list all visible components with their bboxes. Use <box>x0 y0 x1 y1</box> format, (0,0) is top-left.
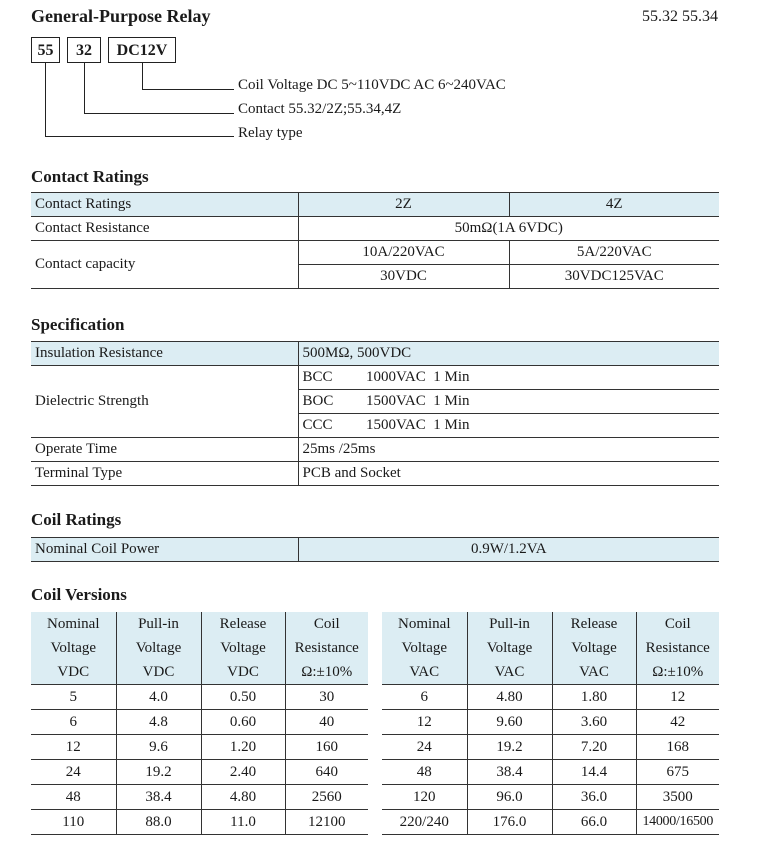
ac-release-cell: 36.0 <box>552 785 636 810</box>
dc-release-cell: 0.60 <box>201 710 285 735</box>
dielectric-value-boc: 1500VAC 1 Min <box>362 390 719 414</box>
section-title-contact-ratings: Contact Ratings <box>31 167 149 186</box>
code-label-contact: Contact 55.32/2Z;55.34,4Z <box>238 101 402 117</box>
ac-nominal-cell: 24 <box>382 735 467 760</box>
dc-resistance-cell: 2560 <box>285 785 368 810</box>
dielectric-code-ccc: CCC <box>298 414 362 438</box>
table-row <box>382 710 719 735</box>
contact-capacity-4z-dc: 30VDC125VAC <box>509 265 719 289</box>
dc-pullin-cell: 4.8 <box>116 710 201 735</box>
ac-header-nominal-1: Nominal <box>382 612 467 636</box>
operate-time-value: 25ms /25ms <box>298 438 719 462</box>
dc-header-nominal-1: Nominal <box>31 612 116 636</box>
dc-header-pullin-3: VDC <box>116 660 201 685</box>
dc-release-cell: 11.0 <box>201 810 285 835</box>
table-row <box>382 810 719 835</box>
dielectric-code-bcc: BCC <box>298 366 362 390</box>
table-row <box>31 810 368 835</box>
table-row <box>382 685 719 710</box>
dc-resistance-cell: 30 <box>285 685 368 710</box>
table-row <box>382 735 719 760</box>
coil-versions-dc-table <box>31 612 368 835</box>
connector-line-coil <box>142 63 143 90</box>
specification-table <box>31 341 719 486</box>
ac-release-cell: 7.20 <box>552 735 636 760</box>
contact-capacity-2z-dc: 30VDC <box>298 265 509 289</box>
dielectric-code-boc: BOC <box>298 390 362 414</box>
contact-capacity-2z-ac: 10A/220VAC <box>298 241 509 265</box>
contact-ratings-header-4z: 4Z <box>509 193 719 217</box>
dc-nominal-cell: 12 <box>31 735 116 760</box>
terminal-type-value: PCB and Socket <box>298 462 719 486</box>
table-row <box>31 760 368 785</box>
ac-release-cell: 14.4 <box>552 760 636 785</box>
code-box-relay-type: 55 <box>31 37 60 63</box>
connector-line-contact <box>84 63 85 114</box>
ac-header-coil-1: Coil <box>636 612 719 636</box>
ac-header-release-3: VAC <box>552 660 636 685</box>
dc-nominal-cell: 110 <box>31 810 116 835</box>
ac-pullin-cell: 9.60 <box>467 710 552 735</box>
dc-nominal-cell: 48 <box>31 785 116 810</box>
section-title-coil-versions: Coil Versions <box>31 585 127 604</box>
dielectric-value-bcc: 1000VAC 1 Min <box>362 366 719 390</box>
dc-release-cell: 0.50 <box>201 685 285 710</box>
ac-resistance-cell: 675 <box>636 760 719 785</box>
dc-header-coil-1: Coil <box>285 612 368 636</box>
connector-line-type-h <box>45 136 234 137</box>
table-row <box>382 760 719 785</box>
coil-versions-ac-table <box>382 612 719 835</box>
ac-resistance-cell: 3500 <box>636 785 719 810</box>
ac-header-release-1: Release <box>552 612 636 636</box>
contact-capacity-4z-ac: 5A/220VAC <box>509 241 719 265</box>
table-row <box>31 685 368 710</box>
dc-pullin-cell: 88.0 <box>116 810 201 835</box>
contact-capacity-label: Contact capacity <box>31 241 298 289</box>
coil-ratings-table <box>31 537 719 562</box>
insulation-resistance-value: 500MΩ, 500VDC <box>298 342 719 366</box>
dc-pullin-cell: 38.4 <box>116 785 201 810</box>
contact-ratings-table <box>31 192 719 289</box>
connector-line-coil-h <box>142 89 234 90</box>
ac-nominal-cell: 220/240 <box>382 810 467 835</box>
ac-nominal-cell: 6 <box>382 685 467 710</box>
insulation-resistance-label: Insulation Resistance <box>31 342 298 366</box>
contact-ratings-header-2z: 2Z <box>298 193 509 217</box>
ac-pullin-cell: 96.0 <box>467 785 552 810</box>
dc-header-coil-3: Ω:±10% <box>285 660 368 685</box>
ac-header-pullin-1: Pull-in <box>467 612 552 636</box>
ac-header-coil-2: Resistance <box>636 636 719 660</box>
connector-line-type <box>45 63 46 137</box>
ac-header-pullin-3: VAC <box>467 660 552 685</box>
dc-resistance-cell: 12100 <box>285 810 368 835</box>
ac-pullin-cell: 176.0 <box>467 810 552 835</box>
dc-resistance-cell: 160 <box>285 735 368 760</box>
dc-resistance-cell: 40 <box>285 710 368 735</box>
contact-ratings-header-label: Contact Ratings <box>31 193 298 217</box>
ac-resistance-cell: 168 <box>636 735 719 760</box>
dc-release-cell: 1.20 <box>201 735 285 760</box>
operate-time-label: Operate Time <box>31 438 298 462</box>
ac-pullin-cell: 38.4 <box>467 760 552 785</box>
section-title-coil-ratings: Coil Ratings <box>31 510 122 529</box>
dc-header-coil-2: Resistance <box>285 636 368 660</box>
dc-header-pullin-2: Voltage <box>116 636 201 660</box>
ac-header-release-2: Voltage <box>552 636 636 660</box>
dc-nominal-cell: 5 <box>31 685 116 710</box>
ac-nominal-cell: 120 <box>382 785 467 810</box>
nominal-coil-power-value: 0.9W/1.2VA <box>298 538 719 562</box>
section-title-specification: Specification <box>31 315 125 334</box>
ac-release-cell: 66.0 <box>552 810 636 835</box>
dc-pullin-cell: 19.2 <box>116 760 201 785</box>
table-row <box>31 735 368 760</box>
dc-nominal-cell: 6 <box>31 710 116 735</box>
ac-resistance-cell: 14000/16500 <box>636 810 719 835</box>
contact-resistance-label: Contact Resistance <box>31 217 298 241</box>
dc-release-cell: 2.40 <box>201 760 285 785</box>
contact-resistance-value: 50mΩ(1A 6VDC) <box>298 217 719 241</box>
connector-line-contact-h <box>84 113 234 114</box>
dc-pullin-cell: 9.6 <box>116 735 201 760</box>
table-row <box>31 785 368 810</box>
dc-header-pullin-1: Pull-in <box>116 612 201 636</box>
table-row <box>382 785 719 810</box>
ac-resistance-cell: 42 <box>636 710 719 735</box>
ac-header-coil-3: Ω:±10% <box>636 660 719 685</box>
dc-header-nominal-2: Voltage <box>31 636 116 660</box>
model-numbers: 55.32 55.34 <box>642 8 718 25</box>
nominal-coil-power-label: Nominal Coil Power <box>31 538 298 562</box>
ac-pullin-cell: 4.80 <box>467 685 552 710</box>
dielectric-value-ccc: 1500VAC 1 Min <box>362 414 719 438</box>
code-box-coil-voltage: DC12V <box>108 37 176 63</box>
dc-release-cell: 4.80 <box>201 785 285 810</box>
dc-pullin-cell: 4.0 <box>116 685 201 710</box>
dc-nominal-cell: 24 <box>31 760 116 785</box>
dielectric-strength-label: Dielectric Strength <box>31 366 298 438</box>
ac-nominal-cell: 12 <box>382 710 467 735</box>
ac-resistance-cell: 12 <box>636 685 719 710</box>
ac-nominal-cell: 48 <box>382 760 467 785</box>
code-label-coil-voltage: Coil Voltage DC 5~110VDC AC 6~240VAC <box>238 77 506 93</box>
dc-header-release-3: VDC <box>201 660 285 685</box>
ac-header-nominal-2: Voltage <box>382 636 467 660</box>
dc-header-release-2: Voltage <box>201 636 285 660</box>
dc-header-nominal-3: VDC <box>31 660 116 685</box>
code-label-relay-type: Relay type <box>238 125 303 141</box>
ac-header-nominal-3: VAC <box>382 660 467 685</box>
ac-release-cell: 3.60 <box>552 710 636 735</box>
ac-release-cell: 1.80 <box>552 685 636 710</box>
page-title: General-Purpose Relay <box>31 6 211 26</box>
code-box-contact: 32 <box>67 37 101 63</box>
terminal-type-label: Terminal Type <box>31 462 298 486</box>
dc-header-release-1: Release <box>201 612 285 636</box>
ac-pullin-cell: 19.2 <box>467 735 552 760</box>
ac-header-pullin-2: Voltage <box>467 636 552 660</box>
table-row <box>31 710 368 735</box>
dc-resistance-cell: 640 <box>285 760 368 785</box>
